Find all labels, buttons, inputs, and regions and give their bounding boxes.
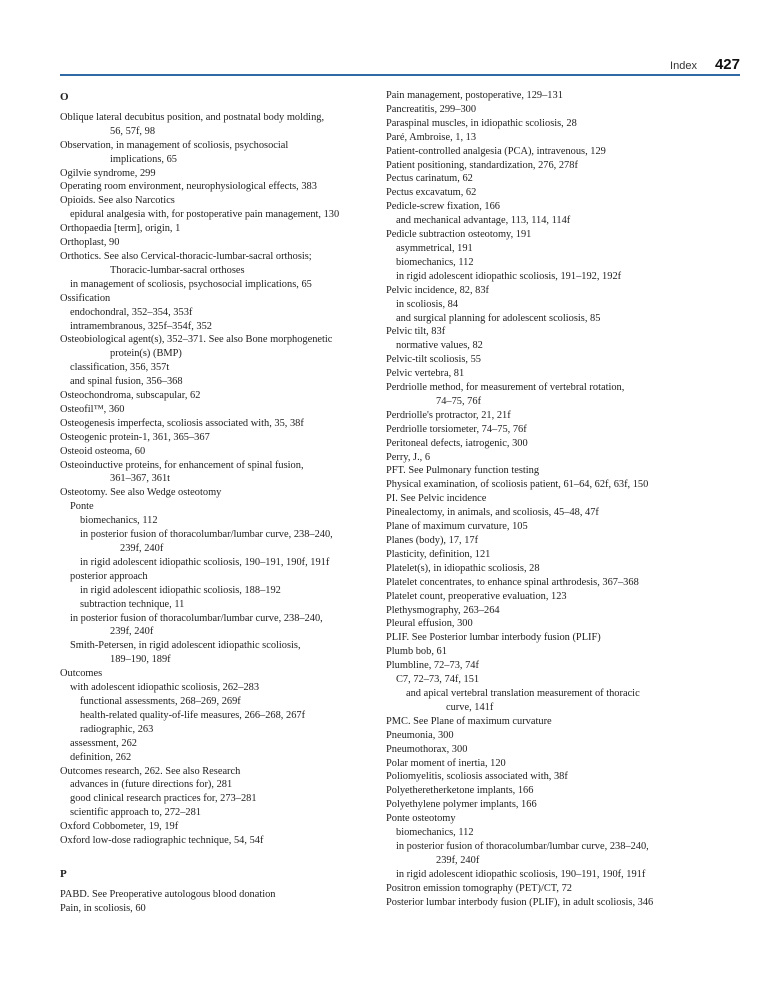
index-entry: Pelvic-tilt scoliosis, 55	[386, 354, 481, 366]
header-label: Index	[670, 60, 697, 72]
index-entry-continuation: 361–367, 361t	[110, 473, 171, 485]
index-subentry: assessment, 262	[70, 737, 137, 749]
index-subentry: Smith-Petersen, in rigid adolescent idiopathic scoliosis,	[70, 640, 301, 652]
index-entry: PMC. See Plane of maximum curvature	[386, 715, 552, 727]
index-entry: Oxford low-dose radiographic technique, 54, 54f	[60, 835, 264, 847]
index-entry: Platelet concentrates, to enhance spinal arthrodesis, 367–368	[386, 576, 639, 588]
index-entry: Oxford Cobbometer, 19, 19f	[60, 821, 179, 833]
index-entry: PFT. See Pulmonary function testing	[386, 465, 540, 477]
index-entry-continuation: 74–75, 76f	[436, 395, 482, 407]
index-subentry: Ponte	[70, 501, 94, 513]
index-entry-continuation: 189–190, 189f	[110, 654, 171, 666]
index-entry: Pinealectomy, in animals, and scoliosis, 45–48, 47f	[386, 507, 599, 519]
index-entry: Physical examination, of scoliosis patient, 61–64, 62f, 63f, 150	[386, 479, 649, 491]
index-subentry: definition, 262	[70, 751, 132, 763]
index-entry: Pedicle subtraction osteotomy, 191	[386, 229, 532, 241]
index-entry: Paraspinal muscles, in idiopathic scoliosis, 28	[386, 117, 577, 129]
index-subentry: in posterior fusion of thoracolumbar/lumbar curve, 238–240,	[80, 529, 333, 541]
index-entry-continuation: 239f, 240f	[120, 543, 164, 554]
index-column-right	[386, 89, 746, 909]
index-entry: Positron emission tomography (PET)/CT, 72	[386, 882, 572, 894]
index-entry: Osteoinductive proteins, for enhancement of spinal fusion,	[60, 459, 304, 471]
index-subentry: and apical vertebral translation measurement of thoracic	[406, 687, 640, 699]
index-entry: Osteotomy. See also Wedge osteotomy	[60, 487, 222, 499]
index-subentry: intramembranous, 325f–354f, 352	[70, 320, 212, 332]
section-letter: O	[60, 91, 69, 103]
index-subentry: classification, 356, 357t	[70, 362, 170, 374]
index-subentry: advances in (future directions for), 281	[70, 779, 233, 791]
index-entry: Osteogenic protein-1, 361, 365–367	[60, 431, 210, 443]
index-subentry: biomechanics, 112	[80, 515, 158, 527]
index-subentry: and mechanical advantage, 113, 114, 114f	[396, 215, 571, 227]
index-entry: Pneumonia, 300	[386, 729, 454, 741]
index-entry: Peritoneal defects, iatrogenic, 300	[386, 437, 528, 449]
index-entry: Pain management, postoperative, 129–131	[386, 90, 563, 101]
index-subentry: biomechanics, 112	[396, 827, 474, 839]
index-entry: Ponte osteotomy	[386, 813, 456, 825]
index-entry: Pectus excavatum, 62	[386, 187, 477, 199]
index-entry: Pelvic incidence, 82, 83f	[386, 284, 490, 296]
index-entry: Pain, in scoliosis, 60	[60, 902, 146, 914]
index-entry: Outcomes research, 262. See also Research	[60, 765, 241, 777]
index-subentry: in posterior fusion of thoracolumbar/lumbar curve, 238–240,	[396, 840, 649, 852]
index-entry: Plumb bob, 61	[386, 646, 447, 658]
index-entry: Perdriolle torsiometer, 74–75, 76f	[386, 423, 527, 435]
index-entry: Paré, Ambroise, 1, 13	[386, 131, 477, 143]
index-entry: Orthopaedia [term], origin, 1	[60, 223, 181, 235]
index-entry: Pelvic tilt, 83f	[386, 326, 446, 338]
index-entry: Opioids. See also Narcotics	[60, 195, 175, 207]
running-header	[670, 56, 740, 73]
index-entry: Perdriolle's protractor, 21, 21f	[386, 409, 511, 421]
index-entry: Osteobiological agent(s), 352–371. See also Bone morphogenetic	[60, 334, 333, 346]
index-entry-continuation: 56, 57f, 98	[110, 125, 156, 137]
index-entry: Pedicle-screw fixation, 166	[386, 201, 500, 213]
section-letter: P	[60, 867, 67, 880]
index-entry-continuation: protein(s) (BMP)	[110, 348, 182, 360]
index-entry: Operating room environment, neurophysiological effects, 383	[60, 181, 317, 193]
index-subentry: good clinical research practices for, 273–281	[70, 793, 257, 805]
index-entry: Osteofil™, 360	[60, 403, 125, 415]
index-subentry: endochondral, 352–354, 353f	[70, 306, 193, 318]
index-entry: Pectus carinatum, 62	[386, 173, 473, 185]
index-subentry: biomechanics, 112	[396, 256, 474, 268]
index-subentry: and surgical planning for adolescent scoliosis, 85	[396, 312, 601, 324]
index-subentry: radiographic, 263	[80, 723, 154, 735]
index-subentry: posterior approach	[70, 570, 148, 582]
index-subentry: health-related quality-of-life measures, 266–268, 267f	[80, 709, 306, 721]
index-entry-continuation: 239f, 240f	[110, 626, 154, 638]
index-entry: Plethysmography, 263–264	[386, 604, 500, 616]
index-subentry: in rigid adolescent idiopathic scoliosis, 190–191, 190f, 191f	[396, 868, 646, 880]
index-entry: Osteogenesis imperfecta, scoliosis associated with, 35, 38f	[60, 417, 304, 429]
index-entry: Platelet(s), in idiopathic scoliosis, 28	[386, 562, 540, 574]
index-entry-continuation: 239f, 240f	[436, 854, 480, 866]
index-entry: Ossification	[60, 292, 111, 304]
index-entry: Pancreatitis, 299–300	[386, 103, 477, 115]
index-entry: Perdriolle method, for measurement of vertebral rotation,	[386, 382, 625, 394]
index-entry: Osteoid osteoma, 60	[60, 445, 146, 457]
index-entry: Orthotics. See also Cervical-thoracic-lumbar-sacral orthosis;	[60, 250, 312, 262]
index-entry: Ogilvie syndrome, 299	[60, 167, 156, 179]
index-entry: Plane of maximum curvature, 105	[386, 521, 528, 533]
index-entry: Orthoplast, 90	[60, 237, 120, 249]
index-entry: Platelet count, preoperative evaluation, 123	[386, 590, 567, 602]
index-entry: Outcomes	[60, 668, 103, 680]
index-entry: Patient-controlled analgesia (PCA), intravenous, 129	[386, 145, 606, 157]
index-subentry: epidural analgesia with, for postoperative pain management, 130	[70, 209, 340, 221]
index-entry: Observation, in management of scoliosis, psychosocial	[60, 139, 289, 151]
index-column-left	[60, 89, 368, 916]
index-entry: PLIF. See Posterior lumbar interbody fusion (PLIF)	[386, 632, 601, 644]
index-entry-continuation: Thoracic-lumbar-sacral orthoses	[110, 264, 245, 276]
index-subentry: normative values, 82	[396, 340, 483, 352]
index-subentry: in management of scoliosis, psychosocial implications, 65	[70, 278, 312, 290]
index-subentry: in rigid adolescent idiopathic scoliosis, 188–192	[80, 584, 281, 596]
index-entry: Oblique lateral decubitus position, and postnatal body molding,	[60, 111, 325, 123]
index-entry: Planes (body), 17, 17f	[386, 535, 479, 546]
index-subentry: and spinal fusion, 356–368	[70, 376, 183, 388]
index-entry: Osteochondroma, subscapular, 62	[60, 390, 201, 402]
index-subentry: functional assessments, 268–269, 269f	[80, 695, 241, 707]
index-entry: PI. See Pelvic incidence	[386, 493, 487, 505]
index-subentry: scientific approach to, 272–281	[70, 807, 201, 819]
spacer	[60, 848, 368, 866]
index-entry: Plasticity, definition, 121	[386, 548, 491, 560]
index-entry: Pleural effusion, 300	[386, 618, 473, 630]
index-subentry: asymmetrical, 191	[396, 242, 473, 254]
index-subentry: in scoliosis, 84	[396, 298, 459, 310]
index-subentry: in posterior fusion of thoracolumbar/lumbar curve, 238–240,	[70, 612, 323, 624]
index-entry: Polar moment of inertia, 120	[386, 757, 506, 769]
index-entry: Perry, J., 6	[386, 451, 431, 463]
page-number: 427	[714, 56, 740, 73]
index-entry: Patient positioning, standardization, 276, 278f	[386, 159, 578, 171]
index-entry: PABD. See Preoperative autologous blood donation	[60, 888, 276, 900]
index-entry-continuation: curve, 141f	[446, 701, 494, 713]
index-subentry: in rigid adolescent idiopathic scoliosis, 191–192, 192f	[396, 270, 622, 282]
index-entry: Posterior lumbar interbody fusion (PLIF), in adult scoliosis, 346	[386, 896, 654, 908]
index-subentry: in rigid adolescent idiopathic scoliosis, 190–191, 190f, 191f	[80, 556, 330, 568]
index-entry: Polyethylene polymer implants, 166	[386, 799, 537, 811]
index-subentry: with adolescent idiopathic scoliosis, 262–283	[70, 682, 260, 694]
index-entry: Polyetheretherketone implants, 166	[386, 785, 534, 797]
index-entry: Pneumothorax, 300	[386, 743, 468, 755]
index-subentry: C7, 72–73, 74f, 151	[396, 674, 480, 686]
index-entry: Poliomyelitis, scoliosis associated with, 38f	[386, 771, 568, 783]
header-rule	[60, 74, 740, 76]
index-entry: Pelvic vertebra, 81	[386, 368, 465, 380]
index-entry: Plumbline, 72–73, 74f	[386, 660, 479, 672]
index-subentry: subtraction technique, 11	[80, 598, 185, 610]
index-entry-continuation: implications, 65	[110, 153, 177, 165]
